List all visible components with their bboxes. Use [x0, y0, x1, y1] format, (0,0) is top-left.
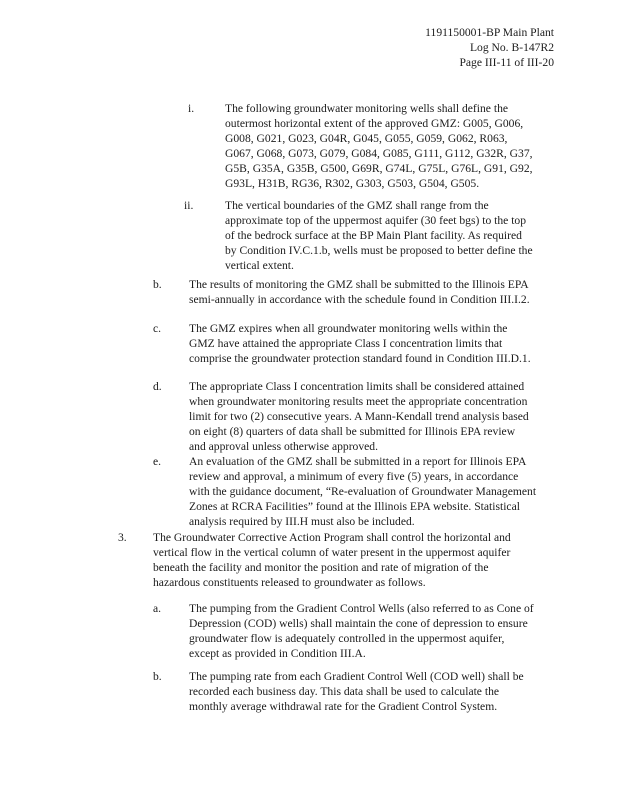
- paragraph-label: b.: [153, 670, 162, 683]
- text-line: The pumping from the Gradient Control Wells (also referred to as Cone of: [189, 602, 534, 615]
- text-line: comprise the groundwater protection standard found in Condition III.D.1.: [189, 352, 531, 365]
- text-line: The Groundwater Corrective Action Program shall control the horizontal and: [153, 531, 511, 544]
- text-line: G067, G068, G073, G079, G084, G085, G111, G112, G32R, G37,: [225, 147, 533, 160]
- text-line: GMZ have attained the appropriate Class I concentration limits that: [189, 337, 503, 350]
- text-line: vertical flow in the vertical column of water present in the uppermost aquifer: [153, 546, 511, 559]
- text-line: The following groundwater monitoring wells shall define the: [225, 102, 509, 115]
- paragraph-label: d.: [153, 380, 162, 393]
- header-page-number: Page III-11 of III-20: [459, 56, 554, 69]
- text-line: G5B, G35A, G35B, G500, G69R, G74L, G75L, G76L, G91, G92,: [225, 162, 533, 175]
- section-text: [153, 530, 511, 590]
- section-number: 3.: [118, 531, 127, 544]
- text-line: The vertical boundaries of the GMZ shall range from the: [225, 199, 489, 212]
- paragraph-label: c.: [153, 322, 162, 335]
- text-line: when groundwater monitoring results meet the appropriate concentration: [189, 395, 528, 408]
- header-log-number: Log No. B-147R2: [469, 41, 554, 54]
- text-line: hazardous constituents released to groundwater as follows.: [153, 576, 426, 589]
- paragraph-text: [189, 454, 536, 529]
- text-line: vertical extent.: [225, 259, 294, 272]
- text-line: monthly average withdrawal rate for the Gradient Control System.: [189, 700, 498, 713]
- text-line: The results of monitoring the GMZ shall be submitted to the Illinois EPA: [189, 278, 529, 291]
- text-line: with the guidance document, “Re-evaluation of Groundwater Management: [189, 485, 537, 498]
- text-line: semi-annually in accordance with the schedule found in Condition III.I.2.: [189, 293, 530, 306]
- paragraph-text: [225, 198, 533, 273]
- paragraph-text: [189, 601, 534, 661]
- text-line: Zones at RCRA Facilities” found at the Illinois EPA website. Statistical: [189, 500, 520, 513]
- paragraph-text: [189, 321, 531, 366]
- text-line: G93L, H31B, RG36, R302, G303, G503, G504, G505.: [225, 177, 480, 190]
- paragraph-text: [189, 277, 530, 307]
- header-facility-id: 1191150001-BP Main Plant: [425, 26, 554, 39]
- paragraph-label: b.: [153, 278, 162, 291]
- text-line: groundwater flow is adequately controlled in the uppermost aquifer,: [189, 632, 505, 645]
- text-line: limit for two (2) consecutive years. A Mann-Kendall trend analysis based: [189, 410, 529, 423]
- text-line: analysis required by III.H must also be included.: [189, 515, 415, 528]
- text-line: by Condition IV.C.1.b, wells must be proposed to better define the: [225, 244, 533, 257]
- paragraph-text: [189, 379, 529, 454]
- text-line: G008, G021, G023, G04R, G045, G055, G059, G062, R063,: [225, 132, 508, 145]
- paragraph-text: [189, 669, 524, 714]
- text-line: except as provided in Condition III.A.: [189, 647, 366, 660]
- page-header: [425, 25, 554, 70]
- text-line: The GMZ expires when all groundwater monitoring wells within the: [189, 322, 508, 335]
- text-line: review and approval, a minimum of every five (5) years, in accordance: [189, 470, 519, 483]
- paragraph-label: a.: [153, 602, 162, 615]
- text-line: approximate top of the uppermost aquifer (30 feet bgs) to the top: [225, 214, 527, 227]
- text-line: outermost horizontal extent of the approved GMZ: G005, G006,: [225, 117, 524, 130]
- text-line: beneath the facility and monitor the position and rate of migration of the: [153, 561, 489, 574]
- text-line: The pumping rate from each Gradient Control Well (COD well) shall be: [189, 670, 524, 683]
- text-line: on eight (8) quarters of data shall be submitted for Illinois EPA review: [189, 425, 516, 438]
- text-line: The appropriate Class I concentration limits shall be considered attained: [189, 380, 525, 393]
- text-line: Depression (COD) wells) shall maintain the cone of depression to ensure: [189, 617, 528, 630]
- text-line: recorded each business day. This data shall be used to calculate the: [189, 685, 500, 698]
- text-line: An evaluation of the GMZ shall be submitted in a report for Illinois EPA: [189, 455, 527, 468]
- paragraph-label: e.: [153, 455, 162, 468]
- paragraph-label: i.: [188, 102, 195, 115]
- paragraph-label: ii.: [184, 199, 194, 212]
- text-line: and approval unless otherwise approved.: [189, 440, 378, 453]
- text-line: of the bedrock surface at the BP Main Plant facility. As required: [225, 229, 522, 242]
- paragraph-text: [225, 101, 533, 191]
